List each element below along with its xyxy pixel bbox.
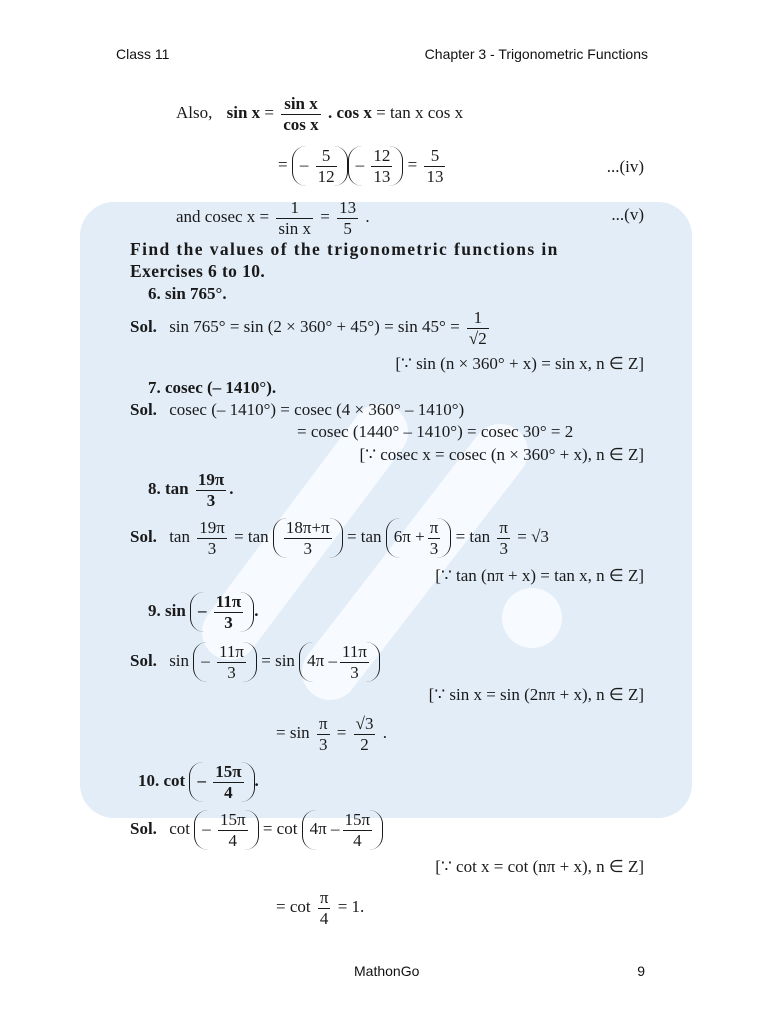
q8-solution: Sol. tan $\frac{19\pi}{3}$ = tan $\frac{18\pi+\pi}{3}$ = tan 6π + $\frac{\pi}{3}$ = tan $\frac{\pi}{3}$ = √3	[130, 518, 549, 558]
q9-solution: Sol. sin – $\frac{11\pi}{3}$ = sin 4π – $\frac{11\pi}{3}$	[130, 642, 380, 682]
page-number: 9	[637, 963, 645, 979]
q10-result: = cot $\frac{\pi}{4}$ = 1.	[276, 888, 365, 928]
question-9-title: 9. sin – $\frac{11\pi}{3}$ .	[148, 592, 259, 632]
equation-line-v: and cosec x = $\frac{1}{\text{sin x}}$ = $\frac{13}{5}$ .	[176, 198, 370, 238]
q9-result: = sin $\frac{\pi}{3}$ = $\frac{√3}{2}$ .	[276, 714, 387, 754]
question-8-title: 8. tan $\frac{19\pi}{3}$ .	[148, 470, 234, 510]
header-class: Class 11	[116, 46, 170, 62]
tag-v: ...(v)	[611, 205, 644, 224]
cos-x-text: . cos x	[327, 102, 372, 122]
sin-over-cos-fraction: $\frac{\text{sin x}}{\text{cos x}}$	[283, 94, 319, 134]
q9-reason: [∵ sin x = sin (2nπ + x), n ∈ Z]	[428, 685, 644, 704]
q7-sol-label: Sol.	[130, 400, 157, 419]
exercise-heading-line2: Exercises 6 to 10.	[130, 261, 266, 281]
q10-reason: [∵ cot x = cot (nπ + x), n ∈ Z]	[435, 857, 644, 876]
tag-iv: ...(iv)	[606, 157, 644, 176]
q8-reason: [∵ tan (nπ + x) = tan x, n ∈ Z]	[435, 566, 644, 585]
q7-line2: = cosec (1440° – 1410°) = cosec 30° = 2	[297, 422, 574, 441]
question-10-title: 10. cot – $\frac{15\pi}{4}$ .	[138, 762, 259, 802]
tan-cos-text: = tan x cos x	[376, 102, 464, 122]
question-7-title: 7. cosec (– 1410°).	[148, 378, 277, 397]
exercise-heading-line1: Find the values of the trigonometric functions in	[130, 239, 559, 259]
q7-reason: [∵ cosec x = cosec (n × 360° + x), n ∈ Z]	[359, 445, 644, 464]
question-6-title: 6. sin 765°.	[148, 284, 227, 303]
sin-x-text: sin x	[226, 102, 261, 122]
q6-solution: Sol. sin 765° = sin (2 × 360° + 45°) = sin 45° = $\frac{1}{√2}$	[130, 308, 487, 348]
header-chapter: Chapter 3 - Trigonometric Functions	[424, 46, 648, 62]
equation-line-iv: = – $\frac{5}{12}$ – $\frac{12}{13}$ = $\frac{5}{13}$	[278, 146, 444, 186]
footer-brand: MathonGo	[354, 963, 420, 979]
q7-line1: cosec (– 1410°) = cosec (4 × 360° – 1410°)	[169, 400, 465, 419]
q6-reason: [∵ sin (n × 360° + x) = sin x, n ∈ Z]	[395, 354, 644, 373]
q10-solution: Sol. cot – $\frac{15\pi}{4}$ = cot 4π – $\frac{15\pi}{4}$	[130, 810, 383, 850]
also-text: Also,	[176, 102, 213, 122]
